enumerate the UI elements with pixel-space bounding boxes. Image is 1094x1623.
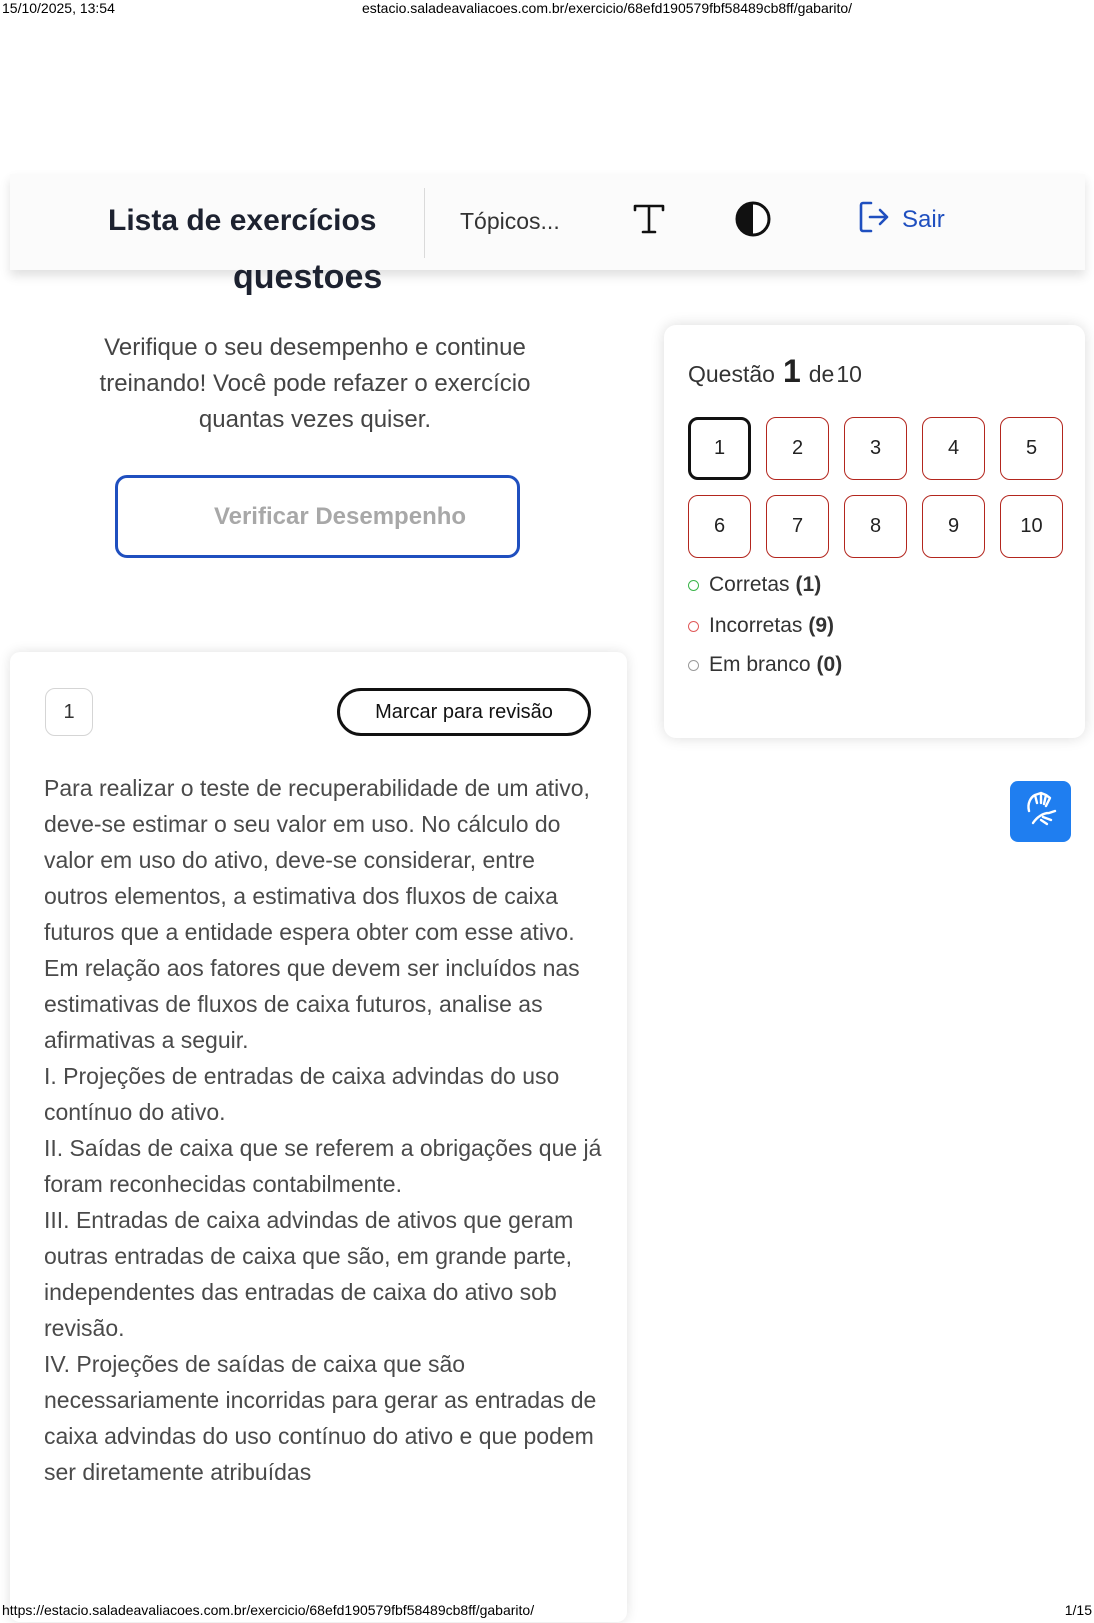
question-counter (688, 353, 862, 390)
question-button-10[interactable]: 10 (1000, 495, 1063, 558)
legend-correct (688, 573, 1068, 597)
question-button-6[interactable]: 6 (688, 495, 751, 558)
counter-mid: de (808, 361, 835, 387)
question-paragraph: I. Projeções de entradas de caixa advindas do uso contínuo do ativo. (44, 1063, 560, 1125)
question-statement (44, 770, 604, 1490)
question-number-badge: 1 (45, 688, 93, 736)
logout-icon (858, 200, 890, 241)
legend-blank (688, 653, 1068, 677)
question-button-3[interactable]: 3 (844, 417, 907, 480)
legend-count: (1) (795, 573, 822, 596)
question-paragraph: III. Entradas de caixa advindas de ativos que geram outras entradas de caixa que são, em grande parte, independentes das entradas de caixa do ativo sob revisão. (44, 1207, 574, 1341)
sign-language-icon (1021, 789, 1061, 834)
counter-total: 10 (836, 361, 862, 387)
print-footer-url: https://estacio.saladeavaliacoes.com.br/exercicio/68efd190579fbf58489cb8ff/gabarito/ (2, 1602, 535, 1618)
legend-count: (0) (816, 653, 843, 676)
question-button-7[interactable]: 7 (766, 495, 829, 558)
font-size-icon[interactable] (632, 198, 666, 238)
question-button-5[interactable]: 5 (1000, 417, 1063, 480)
page-title: Lista de exercícios (108, 204, 377, 237)
question-button-9[interactable]: 9 (922, 495, 985, 558)
question-button-1[interactable]: 1 (688, 417, 751, 480)
question-navigator (664, 325, 1085, 738)
legend-incorrect (688, 614, 1068, 638)
question-paragraph: II. Saídas de caixa que se referem a obrigações que já foram reconhecidas contabilmente. (44, 1135, 602, 1197)
question-button-2[interactable]: 2 (766, 417, 829, 480)
legend-label: Corretas (709, 573, 790, 596)
question-paragraph: Para realizar o teste de recuperabilidade de um ativo, deve-se estimar o seu valor em uso. No cálculo do valor em uso do ativo, deve-se considerar, entre outros elementos, a estimativa dos fluxos de caixa futuros que a entidade espera obter com esse ativo. Em relação aos fatores que devem ser incluídos nas estimativas de fluxos de caixa futuros, analise as afirmativas a seguir. (44, 775, 590, 1053)
results-heading: questoes (233, 258, 383, 296)
header-divider (424, 188, 425, 258)
results-intro-text: Verifique o seu desempenho e continue treinando! Você pode refazer o exercício quantas vezes quiser. (99, 334, 531, 433)
question-paragraph: IV. Projeções de saídas de caixa que são necessariamente incorridas para gerar as entradas de caixa advindas do uso contínuo do ativo e que podem ser diretamente atribuídas (44, 1351, 597, 1485)
legend-label: Incorretas (709, 614, 803, 637)
verify-performance-button[interactable]: Verificar Desempenho (115, 475, 520, 558)
legend-label: Em branco (709, 653, 811, 676)
top-navigation-bar (10, 174, 1085, 270)
topics-dropdown[interactable]: Tópicos... (460, 208, 560, 234)
incorrect-dot-icon (688, 621, 699, 632)
question-card (10, 652, 627, 1622)
question-button-4[interactable]: 4 (922, 417, 985, 480)
counter-prefix: Questão (688, 361, 775, 387)
mark-for-review-button[interactable]: Marcar para revisão (337, 688, 591, 736)
print-header (0, 0, 1094, 20)
contrast-icon[interactable] (734, 200, 772, 238)
sign-language-button[interactable] (1010, 781, 1071, 842)
print-footer (0, 1600, 1094, 1620)
correct-dot-icon (688, 580, 699, 591)
question-button-grid (688, 417, 1066, 558)
legend-count: (9) (808, 614, 835, 637)
print-url: estacio.saladeavaliacoes.com.br/exercicio/68efd190579fbf58489cb8ff/gabarito/ (362, 0, 853, 16)
logout-label: Sair (902, 206, 945, 233)
print-page-number: 1/15 (1064, 1602, 1092, 1618)
logout-button[interactable] (858, 200, 945, 240)
question-button-8[interactable]: 8 (844, 495, 907, 558)
print-timestamp: 15/10/2025, 13:54 (2, 0, 115, 16)
blank-dot-icon (688, 660, 699, 671)
counter-current: 1 (782, 353, 801, 389)
